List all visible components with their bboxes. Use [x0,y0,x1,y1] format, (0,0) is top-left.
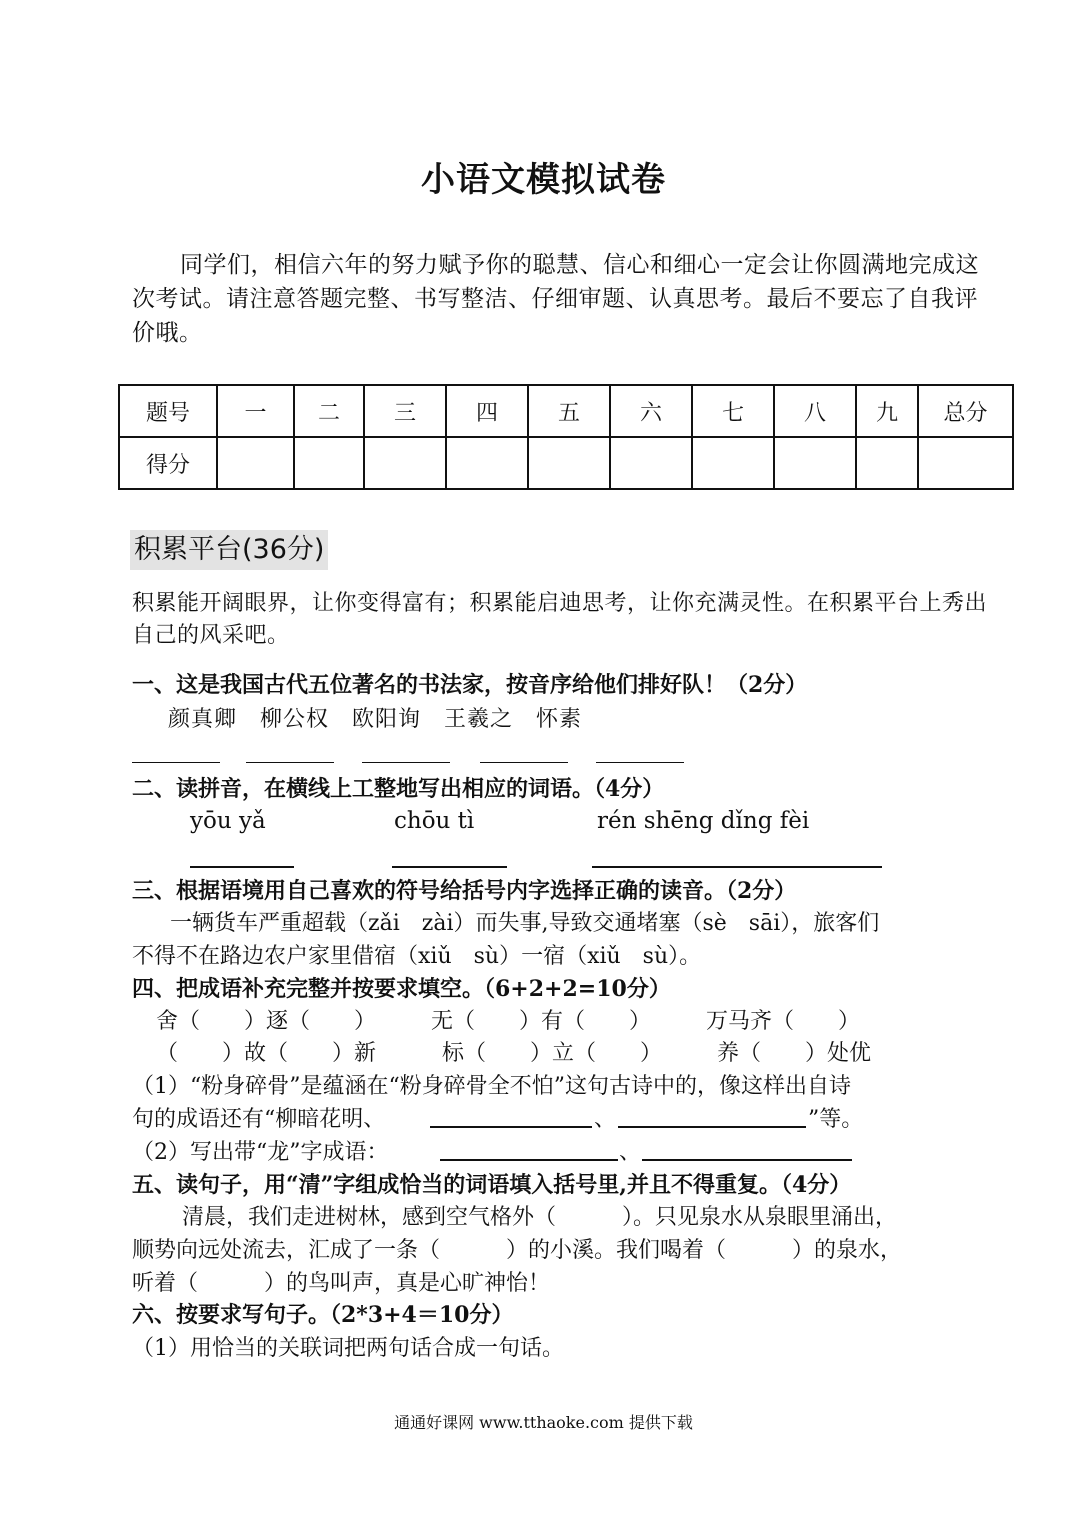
answer-line[interactable] [430,1126,592,1128]
question-6-sub-1: （1）用恰当的关联词把两句话合成一句话。 [132,1336,564,1361]
answer-line[interactable] [592,866,882,868]
pinyin-3: rén shēng dǐng fèi [597,808,810,834]
header-cell: 五 [528,385,610,437]
pinyin-1: yōu yǎ [190,808,266,834]
answer-line[interactable] [190,866,294,868]
footer-text: 通通好课网 www.tthaoke.com 提供下载 [394,1413,693,1432]
idiom-row-2: （ ）故（ ）新 标（ ）立（ ） 养（ ）处优 [156,1041,872,1066]
question-5-line-2: 顺势向远处流去，汇成了一条（ ）的小溪。我们喝着（ ）的泉水， [132,1238,903,1263]
section-description: 积累能开阔眼界，让你变得富有；积累能启迪思考，让你充满灵性。在积累平台上秀出自己的风采吧。 [132,591,988,648]
score-cell[interactable] [918,437,1013,489]
question-3-line-1: 一辆货车严重超载（zǎi zài）而失事,导致交通堵塞（sè sāi），旅客们 [170,911,880,936]
score-cell[interactable] [528,437,610,489]
separator: 、 [594,1107,617,1132]
header-cell: 九 [856,385,918,437]
score-table-score-row [119,437,1013,489]
question-4-sub-2: （2）写出带“龙”字成语： [132,1140,389,1165]
question-3-title: 三、根据语境用自己喜欢的符号给括号内字选择正确的读音。（2分） [132,878,797,904]
question-5-line-3: 听着（ ）的鸟叫声，真是心旷神怡！ [132,1271,551,1296]
score-table-header-row [119,385,1013,437]
header-cell: 六 [610,385,692,437]
header-cell: 四 [446,385,528,437]
answer-blank[interactable] [480,762,568,763]
pinyin-2: chōu tì [394,808,475,834]
question-1-title: 一、这是我国古代五位著名的书法家，按音序给他们排好队！（2分） [132,672,808,698]
page-title: 小语文模拟试卷 [421,160,666,200]
question-4-sub-1-cont: 句的成语还有“柳暗花明、 [132,1107,386,1132]
header-cell: 八 [774,385,856,437]
score-cell[interactable] [294,437,364,489]
answer-line[interactable] [642,1159,852,1161]
question-5-line-1: 清晨，我们走进树林，感到空气格外（ ）。只见泉水从泉眼里涌出， [182,1205,898,1230]
question-6-title: 六、按要求写句子。（2*3+4＝10分） [132,1302,514,1328]
closing-text: ”等。 [808,1107,864,1132]
score-cell[interactable] [217,437,294,489]
header-cell: 总分 [918,385,1013,437]
score-cell[interactable] [446,437,528,489]
section-heading: 积累平台(36分) [130,530,328,570]
answer-blank[interactable] [362,762,450,763]
score-cell[interactable] [856,437,918,489]
idiom-row-1: 舍（ ）逐（ ） 无（ ）有（ ） 万马齐（ ） [156,1009,861,1034]
score-cell[interactable] [364,437,446,489]
score-cell[interactable] [692,437,774,489]
row-label-cell: 得分 [119,437,217,489]
header-cell: 七 [692,385,774,437]
answer-blank[interactable] [246,762,334,763]
score-cell[interactable] [774,437,856,489]
question-5-title: 五、读句子，用“清”字组成恰当的词语填入括号里,并且不得重复。（4分） [132,1172,852,1198]
answer-line[interactable] [440,1159,618,1161]
calligrapher-names: 颜真卿 柳公权 欧阳询 王羲之 怀素 [168,707,583,732]
answer-line[interactable] [618,1126,806,1128]
header-cell: 题号 [119,385,217,437]
question-4-sub-1: （1）“粉身碎骨”是蕴涵在“粉身碎骨全不怕”这句古诗中的，像这样出自诗 [132,1074,851,1099]
header-cell: 二 [294,385,364,437]
question-4-title: 四、把成语补充完整并按要求填空。（6+2+2=10分） [132,976,671,1002]
question-3-line-2: 不得不在路边农户家里借宿（xiǔ sù）一宿（xiǔ sù）。 [132,944,702,969]
header-cell: 三 [364,385,446,437]
score-cell[interactable] [610,437,692,489]
answer-blank[interactable] [132,762,220,763]
question-2-title: 二、读拼音，在横线上工整地写出相应的词语。（4分） [132,776,665,802]
answer-blank[interactable] [596,762,684,763]
score-table [118,384,1014,490]
intro-paragraph: 同学们，相信六年的努力赋予你的聪慧、信心和细心一定会让你圆满地完成这次考试。请注意答题完整、书写整洁、仔细审题、认真思考。最后不要忘了自我评价哦。 [132,252,979,346]
answer-line[interactable] [392,866,507,868]
header-cell: 一 [217,385,294,437]
separator: 、 [619,1140,642,1165]
